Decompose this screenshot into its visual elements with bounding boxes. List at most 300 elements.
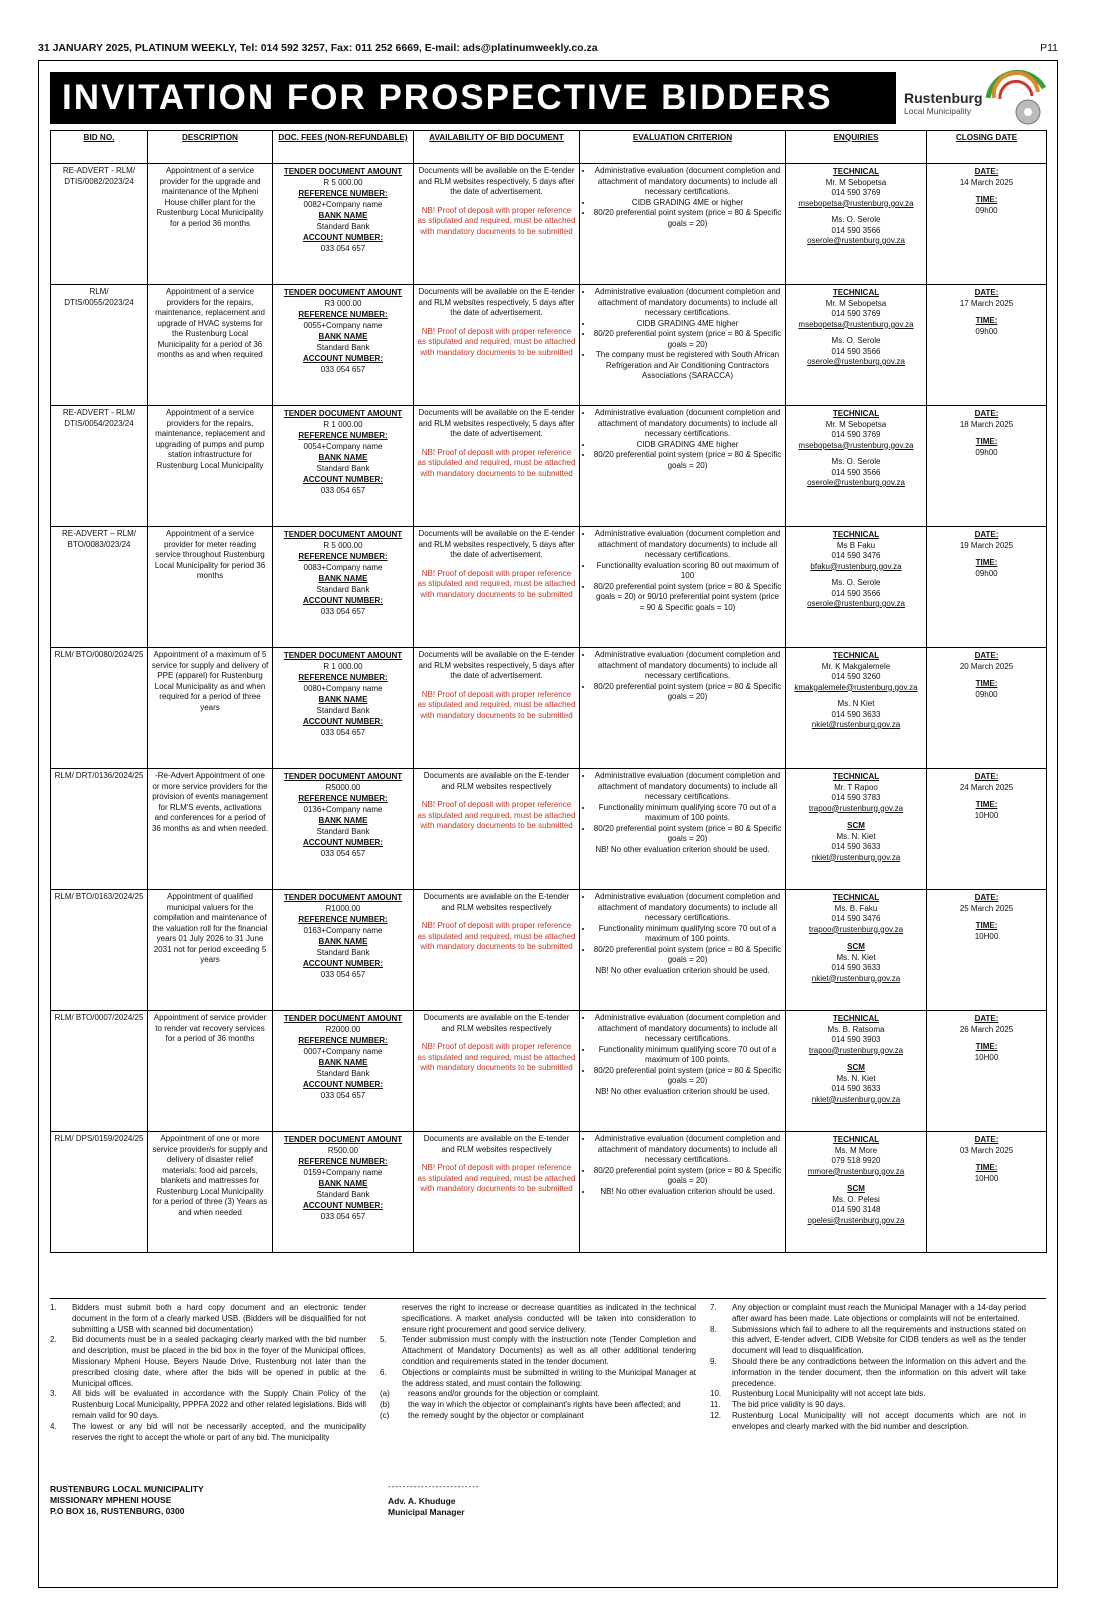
criteria-list: [583, 771, 782, 845]
notes-column-1: [50, 1303, 366, 1443]
notes-column-3: [710, 1303, 1026, 1433]
closing-time: 10H00: [974, 810, 999, 820]
page-number: P11: [1040, 42, 1058, 54]
criteria-list: [583, 1134, 782, 1197]
cell-bid-no: RLM/ BTO/0007/2024/25: [51, 1011, 148, 1132]
org-building: MISSIONARY MPHENI HOUSE: [50, 1495, 172, 1505]
criterion-item: • 80/20 preferential point system (price = 80 & Specific goals = 20): [593, 1066, 782, 1087]
enquiry-phone: 014 590 3260: [831, 672, 881, 681]
reference-value: 0159+Company name: [303, 1167, 383, 1177]
enquiry-technical-label: TECHNICAL: [832, 530, 880, 539]
account-value: 033 054 657: [320, 606, 366, 616]
enquiry-name: Mr. M Sebopetsa: [825, 298, 887, 308]
spacer: [930, 188, 1043, 194]
criterion-item: • CIDB GRADING 4ME or higher: [593, 198, 782, 209]
date-label: DATE:: [974, 1135, 999, 1144]
reference-label: REFERENCE NUMBER:: [298, 1036, 388, 1045]
enquiry-email-link-2[interactable]: oserole@rustenburg.gov.za: [807, 357, 905, 366]
enquiry-phone-2: 014 590 3566: [831, 346, 881, 356]
closing-date: 17 March 2025: [959, 298, 1014, 308]
cell-availability: [414, 1011, 580, 1132]
deposit-notice: NB! Proof of deposit with proper reference as stipulated and required, must be attached with mandatory documents to be submitted: [417, 689, 576, 720]
col-bid-no: BID NO.: [51, 131, 148, 164]
deposit-notice: NB! Proof of deposit with proper reference as stipulated and required, must be attached with mandatory documents to be submitted: [417, 326, 576, 357]
account-label: ACCOUNT NUMBER:: [303, 1201, 383, 1210]
note-item: [710, 1389, 1026, 1400]
cell-closing: [927, 285, 1047, 406]
enquiry-email-link-2[interactable]: oserole@rustenburg.gov.za: [807, 236, 905, 245]
tender-amount-label: TENDER DOCUMENT AMOUNT: [283, 288, 403, 297]
cell-enquiries: [786, 164, 927, 285]
masthead-text: 31 JANUARY 2025, PLATINUM WEEKLY, Tel: 014 592 3257, Fax: 011 252 6669, E-mail: ads@platinumweekly.co.za: [38, 42, 598, 54]
tender-amount-label: TENDER DOCUMENT AMOUNT: [283, 1014, 403, 1023]
deposit-notice: NB! Proof of deposit with proper reference as stipulated and required, must be attached with mandatory documents to be submitted: [417, 205, 576, 236]
note-text: Tender submission must comply with the instruction note (Tender Completion and Attachment of Mandatory Documents) as well as all other additional tendering condition and requirements stated in the tender document.: [402, 1335, 696, 1366]
enquiry-phone-2: 014 590 3633: [831, 709, 881, 719]
criteria-note: NB! No other evaluation criterion should be used.: [595, 1086, 770, 1096]
enquiry-scm-label: SCM: [847, 1063, 865, 1072]
bank-label: BANK NAME: [318, 937, 368, 946]
enquiry-email-link[interactable]: bfaku@rustenburg.gov.za: [810, 561, 902, 571]
enquiry-email-link[interactable]: trapoo@rustenburg.gov.za: [808, 1045, 904, 1055]
reference-value: 0007+Company name: [303, 1046, 383, 1056]
note-text: Should there be any contradictions between the information on this advert and the information in the tender document, then the information on this advert will take precedence.: [732, 1356, 1026, 1388]
account-value: 033 054 657: [320, 364, 366, 374]
bank-value: Standard Bank: [316, 947, 370, 957]
date-label: DATE:: [974, 288, 999, 297]
cell-enquiries: [786, 527, 927, 648]
enquiry-phone-2: 014 590 3566: [831, 225, 881, 235]
note-item: [710, 1400, 1026, 1411]
note-number: 10.: [710, 1389, 722, 1399]
enquiry-phone: 014 590 3769: [831, 309, 881, 318]
note-text: Rustenburg Local Municipality will not accept documents which are not in envelopes and clearly marked with the bid number and description.: [732, 1410, 1026, 1431]
note-number: 9.: [710, 1356, 717, 1366]
note-number: 8.: [710, 1324, 717, 1334]
cell-bid-no: RE-ADVERT – RLM/ BTO/0083/023/24: [51, 527, 148, 648]
table-row: [51, 890, 1047, 1011]
cell-availability: [414, 648, 580, 769]
spacer: [930, 793, 1043, 799]
enquiry-name-2: Ms. O. Serole: [831, 215, 881, 224]
tender-amount-label: TENDER DOCUMENT AMOUNT: [283, 530, 403, 539]
org-name: RUSTENBURG LOCAL MUNICIPALITY: [50, 1484, 204, 1494]
reference-value: 0083+Company name: [303, 562, 383, 572]
signatory-title: Municipal Manager: [388, 1507, 465, 1517]
note-item: [50, 1389, 366, 1421]
enquiry-phone: 014 590 3783: [831, 793, 881, 802]
enquiry-name-2: Ms. O. Serole: [831, 457, 881, 466]
note-text: the way in which the objector or complainant's rights have been affected; and: [408, 1400, 681, 1410]
criteria-list: [583, 166, 782, 229]
reference-value: 0082+Company name: [303, 199, 383, 209]
notes-column-2: [380, 1303, 696, 1422]
spacer: [930, 914, 1043, 920]
note-item: [380, 1368, 696, 1390]
closing-time: 09h00: [975, 568, 998, 578]
note-text: Bidders must submit both a hard copy document and an electronic tender document in the form of a clearly marked USB. (Bidders will be disqualified for not submitting a USB with scanned bid documentation): [72, 1303, 366, 1334]
tender-amount: R500.00: [327, 1145, 359, 1155]
signature-line: -------------------------: [388, 1482, 480, 1491]
table-row: [51, 164, 1047, 285]
enquiry-email-link-2[interactable]: nkiet@rustenburg.gov.za: [811, 720, 901, 729]
municipality-logo: [904, 68, 1054, 132]
closing-time: 10H00: [974, 1173, 999, 1183]
account-label: ACCOUNT NUMBER:: [303, 475, 383, 484]
cell-bid-no: RLM/ DRT/0136/2024/25: [51, 769, 148, 890]
cell-doc-fees: [273, 164, 414, 285]
notes-intro: reserves the right to increase or decrease quantities as indicated in the technical specifications. A market analysis conducted will be taken into consideration to ensure right procurement and good service delivery.: [402, 1303, 696, 1334]
cell-doc-fees: [273, 890, 414, 1011]
tender-amount-label: TENDER DOCUMENT AMOUNT: [283, 167, 403, 176]
enquiry-name: Mr. T Rapoo: [834, 782, 878, 792]
note-item: [710, 1325, 1026, 1357]
criterion-item: • 80/20 preferential point system (price = 80 & Specific goals = 20): [593, 824, 782, 845]
enquiry-scm-label: SCM: [847, 1184, 865, 1193]
closing-date: 19 March 2025: [959, 540, 1014, 550]
col-doc-fees: DOC. FEES (NON-REFUNDABLE): [273, 131, 414, 164]
cell-enquiries: [786, 1011, 927, 1132]
cell-closing: [927, 1011, 1047, 1132]
bank-label: BANK NAME: [318, 816, 368, 825]
bank-label: BANK NAME: [318, 1058, 368, 1067]
tender-amount: R 1 000.00: [323, 419, 363, 429]
bank-value: Standard Bank: [316, 584, 370, 594]
criterion-item: • 80/20 preferential point system (price = 80 & Specific goals = 20): [593, 945, 782, 966]
note-text: Bid documents must be in a sealed packaging clearly marked with the bid number and description, must be placed in the bid box in the foyer of the Municipal offices, Missionary Mpheni House, Beyers Naude Drive, Rustenburg not later than the prescribed closing date, where after the bids will be opened in public at the Municipal offices.: [72, 1335, 366, 1388]
account-label: ACCOUNT NUMBER:: [303, 717, 383, 726]
enquiry-email-link-2[interactable]: nkiet@rustenburg.gov.za: [811, 973, 901, 983]
note-number: 12.: [710, 1410, 722, 1420]
cell-evaluation: [580, 527, 786, 648]
enquiry-name-2: Ms. O. Serole: [831, 578, 881, 587]
cell-evaluation: [580, 406, 786, 527]
spacer: [930, 1035, 1043, 1041]
enquiry-phone: 014 590 3476: [831, 914, 881, 923]
cell-closing: [927, 769, 1047, 890]
enquiry-phone-2: 014 590 3633: [831, 963, 881, 972]
masthead: [38, 42, 1058, 58]
col-availability: AVAILABILITY OF BID DOCUMENT: [414, 131, 580, 164]
cell-description: Appointment of a service provider for the upgrade and maintenance of the Mpheni House chiller plant for the Rustenburg Local Municipality for a period 36 months: [148, 164, 273, 285]
bank-label: BANK NAME: [318, 695, 368, 704]
closing-time: 10H00: [974, 1052, 999, 1062]
closing-time: 09h00: [975, 689, 998, 699]
closing-date: 03 March 2025: [959, 1145, 1014, 1155]
reference-label: REFERENCE NUMBER:: [298, 794, 388, 803]
note-number: 3.: [50, 1389, 57, 1399]
enquiry-email-link[interactable]: trapoo@rustenburg.gov.za: [808, 803, 904, 813]
criterion-item: • 80/20 preferential point system (price = 80 & Specific goals = 20): [593, 1166, 782, 1187]
enquiry-scm-label: SCM: [847, 821, 865, 830]
enquiry-email-link[interactable]: msebopetsa@rustenburg.gov.za: [798, 198, 914, 208]
criterion-item: • Functionality minimum qualifying score 70 out of a maximum of 100 points.: [593, 924, 782, 945]
closing-time: 09h00: [975, 447, 998, 457]
cell-evaluation: [580, 890, 786, 1011]
bank-value: Standard Bank: [316, 463, 370, 473]
note-text: reasons and/or grounds for the objection or complaint.: [408, 1389, 600, 1399]
cell-bid-no: RE-ADVERT - RLM/ DTIS/0082/2023/24: [51, 164, 148, 285]
reference-label: REFERENCE NUMBER:: [298, 673, 388, 682]
logo-name: Rustenburg: [904, 90, 983, 106]
cell-description: Appointment of a service provider for meter reading service throughout Rustenburg Local Municipality for period 36 months: [148, 527, 273, 648]
criterion-item: • Administrative evaluation (document completion and attachment of mandatory documents) to include all necessary certifications.: [593, 771, 782, 803]
enquiry-email-link-2[interactable]: nkiet@rustenburg.gov.za: [811, 852, 901, 862]
time-label: TIME:: [975, 558, 998, 567]
availability-text: Documents are available on the E-tender and RLM websites respectively: [423, 771, 570, 791]
account-label: ACCOUNT NUMBER:: [303, 596, 383, 605]
cell-evaluation: [580, 164, 786, 285]
cell-closing: [927, 406, 1047, 527]
criteria-list: [583, 892, 782, 966]
enquiry-phone-2: 014 590 3566: [831, 588, 881, 598]
spacer: [789, 1056, 923, 1062]
bank-value: Standard Bank: [316, 826, 370, 836]
criterion-item: • Administrative evaluation (document completion and attachment of mandatory documents) to include all necessary certifications.: [593, 1013, 782, 1045]
enquiry-email-link-2[interactable]: nkiet@rustenburg.gov.za: [811, 1094, 901, 1104]
enquiry-name: Mr. M Sebopetsa: [825, 177, 887, 187]
tender-amount-label: TENDER DOCUMENT AMOUNT: [283, 1135, 403, 1144]
cell-closing: [927, 1132, 1047, 1253]
enquiry-email-link-2[interactable]: opelesi@rustenburg.gov.za: [807, 1215, 905, 1225]
cell-availability: [414, 527, 580, 648]
spacer: [930, 430, 1043, 436]
closing-time: 09h00: [975, 326, 998, 336]
cell-doc-fees: [273, 1011, 414, 1132]
tender-amount: R3 000.00: [324, 298, 362, 308]
cell-description: Appointment of qualified municipal valuers for the compilation and maintenance of the valuation roll for the financial years 01 July 2026 to 31 June 2031 not for period exceeding 5 years: [148, 890, 273, 1011]
signatory-name: Adv. A. Khuduge: [388, 1496, 456, 1506]
criterion-item: • 80/20 preferential point system (price = 80 & Specific goals = 20): [593, 450, 782, 471]
cell-availability: [414, 1132, 580, 1253]
date-label: DATE:: [974, 893, 999, 902]
spacer: [930, 551, 1043, 557]
note-number: 1.: [50, 1303, 57, 1312]
reference-value: 0080+Company name: [303, 683, 383, 693]
criterion-item: • Functionality minimum qualifying score 70 out of a maximum of 100 points.: [593, 1045, 782, 1066]
date-label: DATE:: [974, 530, 999, 539]
account-value: 033 054 657: [320, 848, 366, 858]
deposit-notice: NB! Proof of deposit with proper reference as stipulated and required, must be attached with mandatory documents to be submitted: [417, 921, 576, 951]
note-item: [50, 1335, 366, 1389]
note-item: [710, 1357, 1026, 1389]
criteria-note: NB! No other evaluation criterion should be used.: [595, 844, 770, 854]
deposit-notice: NB! Proof of deposit with proper reference as stipulated and required, must be attached with mandatory documents to be submitted: [417, 1163, 576, 1193]
tender-amount: R5000.00: [325, 782, 361, 792]
time-label: TIME:: [975, 921, 998, 930]
date-label: DATE:: [974, 1014, 999, 1023]
enquiry-email-link[interactable]: msebopetsa@rustenburg.gov.za: [798, 440, 914, 450]
cell-availability: [414, 285, 580, 406]
reference-label: REFERENCE NUMBER:: [298, 552, 388, 561]
enquiry-name: Ms. B. Ratsoma: [827, 1024, 885, 1034]
enquiry-email-link[interactable]: kmakgalemele@rustenburg.gov.za: [794, 682, 918, 692]
account-label: ACCOUNT NUMBER:: [303, 354, 383, 363]
bank-label: BANK NAME: [318, 211, 368, 220]
closing-time: 09h00: [975, 205, 998, 215]
cell-doc-fees: [273, 406, 414, 527]
tender-amount-label: TENDER DOCUMENT AMOUNT: [283, 651, 403, 660]
criterion-item: • Functionality evaluation scoring 80 out maximum of 100: [593, 561, 782, 582]
col-closing-date: CLOSING DATE: [927, 131, 1047, 164]
criterion-item: • 80/20 preferential point system (price = 80 & Specific goals = 20): [593, 208, 782, 229]
tender-amount-label: TENDER DOCUMENT AMOUNT: [283, 893, 403, 902]
cell-bid-no: RLM/ BTO/0080/2024/25: [51, 648, 148, 769]
time-label: TIME:: [975, 195, 998, 204]
cell-description: Appointment of a service providers for the repairs, maintenance, replacement and upgrading of pumps and pump station infrastructure for Rustenburg Local Municipality: [148, 406, 273, 527]
criterion-item: • Administrative evaluation (document completion and attachment of mandatory documents) to include all necessary certifications.: [593, 650, 782, 682]
enquiry-technical-label: TECHNICAL: [832, 409, 880, 418]
account-value: 033 054 657: [320, 485, 366, 495]
cell-description: Appointment of one or more service provider/s for supply and delivery of disaster relief materials: food aid parcels, blankets and mattresses for Rustenburg Local Municipality for a period of three (3) Years as and when needed: [148, 1132, 273, 1253]
account-value: 033 054 657: [320, 1090, 366, 1100]
cell-evaluation: [580, 648, 786, 769]
table-row: [51, 648, 1047, 769]
criterion-item: • Administrative evaluation (document completion and attachment of mandatory documents) to include all necessary certifications.: [593, 408, 782, 440]
date-label: DATE:: [974, 772, 999, 781]
availability-text: Documents are available on the E-tender and RLM websites respectively: [423, 1134, 570, 1154]
municipality-address: [50, 1484, 204, 1517]
note-item: [380, 1335, 696, 1367]
date-label: DATE:: [974, 651, 999, 660]
cell-doc-fees: [273, 527, 414, 648]
enquiry-name: Ms. M More: [834, 1145, 878, 1155]
bank-value: Standard Bank: [316, 342, 370, 352]
bids-table: [50, 130, 1047, 1253]
criterion-item: • Administrative evaluation (document completion and attachment of mandatory documents) to include all necessary certifications.: [593, 166, 782, 198]
account-value: 033 054 657: [320, 727, 366, 737]
availability-text: Documents will be available on the E-tender and RLM websites respectively, 5 days after the date of advertisement.: [418, 287, 575, 317]
deposit-notice: NB! Proof of deposit with proper reference as stipulated and required, must be attached with mandatory documents to be submitted: [417, 1042, 576, 1072]
closing-date: 25 March 2025: [959, 903, 1014, 913]
account-label: ACCOUNT NUMBER:: [303, 233, 383, 242]
reference-label: REFERENCE NUMBER:: [298, 310, 388, 319]
note-number: 6.: [380, 1367, 387, 1377]
cell-enquiries: [786, 648, 927, 769]
closing-date: 20 March 2025: [959, 661, 1014, 671]
criterion-item: • 80/20 preferential point system (price = 80 & Specific goals = 20): [593, 329, 782, 350]
enquiry-technical-label: TECHNICAL: [832, 651, 880, 660]
enquiry-phone: 079 518 9920: [831, 1156, 881, 1165]
cell-doc-fees: [273, 285, 414, 406]
note-item: [380, 1400, 696, 1411]
enquiry-name-2: Ms. N. Kiet: [836, 1073, 876, 1083]
note-item: [710, 1411, 1026, 1433]
cell-enquiries: [786, 406, 927, 527]
note-text: the remedy sought by the objector or complainant: [408, 1410, 584, 1420]
time-label: TIME:: [975, 316, 998, 325]
enquiry-email-link[interactable]: mmore@rustenburg.gov.za: [807, 1166, 905, 1176]
col-description: DESCRIPTION: [148, 131, 273, 164]
availability-text: Documents will be available on the E-tender and RLM websites respectively, 5 days after the date of advertisement.: [418, 166, 575, 196]
cell-availability: [414, 406, 580, 527]
reference-value: 0055+Company name: [303, 320, 383, 330]
cell-doc-fees: [273, 1132, 414, 1253]
account-value: 033 054 657: [320, 1211, 366, 1221]
enquiry-email-link[interactable]: msebopetsa@rustenburg.gov.za: [798, 319, 914, 329]
enquiry-phone-2: 014 590 3148: [831, 1205, 881, 1214]
cell-evaluation: [580, 1011, 786, 1132]
note-number: (a): [380, 1389, 390, 1399]
enquiry-name: Mr. M Sebopetsa: [825, 419, 887, 429]
bank-label: BANK NAME: [318, 1179, 368, 1188]
cell-availability: [414, 164, 580, 285]
enquiry-name-2: Ms. N. Kiet: [836, 952, 876, 962]
criterion-item: • NB! No other evaluation criterion should be used.: [593, 1187, 782, 1198]
conditions-notes: [50, 1298, 1046, 1479]
criteria-list: [583, 287, 782, 382]
enquiry-name: Ms B Faku: [836, 540, 876, 550]
closing-date: 24 March 2025: [959, 782, 1014, 792]
table-row: [51, 769, 1047, 890]
note-item: [710, 1303, 1026, 1325]
bank-label: BANK NAME: [318, 574, 368, 583]
tender-amount: R 5 000.00: [323, 177, 363, 187]
bank-label: BANK NAME: [318, 332, 368, 341]
cell-enquiries: [786, 285, 927, 406]
cell-bid-no: RLM/ DTIS/0055/2023/24: [51, 285, 148, 406]
enquiry-name-2: Ms. N. Kiet: [836, 831, 876, 841]
deposit-notice: NB! Proof of deposit with proper reference as stipulated and required, must be attached with mandatory documents to be submitted: [417, 447, 576, 478]
enquiry-technical-label: TECHNICAL: [832, 893, 880, 902]
cell-description: Appointment of a service providers for the repairs, maintenance, replacement and upgrade of HVAC systems for the Rustenburg Local Municipality for a period of 36 months as and when required: [148, 285, 273, 406]
deposit-notice: NB! Proof of deposit with proper reference as stipulated and required, must be attached with mandatory documents to be submitted: [417, 568, 576, 599]
enquiry-technical-label: TECHNICAL: [832, 772, 880, 781]
spacer: [930, 672, 1043, 678]
enquiry-name-2: Ms. N Kiet: [837, 699, 875, 708]
cell-description: Appointment of a maximum of 5 service for supply and delivery of PPE (apparel) for Rustenburg Local Municipality as and when required for a period of three years: [148, 648, 273, 769]
cell-availability: [414, 890, 580, 1011]
enquiry-technical-label: TECHNICAL: [832, 1135, 880, 1144]
note-text: All bids will be evaluated in accordance with the Supply Chain Policy of the Rustenburg Local Municipality, PPPFA 2022 and other related legislations. Bids will remain valid for 90 days.: [72, 1389, 366, 1420]
cell-bid-no: RLM/ BTO/0163/2024/25: [51, 890, 148, 1011]
table-row: [51, 1011, 1047, 1132]
tender-amount: R 1 000.00: [323, 661, 363, 671]
enquiry-email-link[interactable]: trapoo@rustenburg.gov.za: [808, 924, 904, 934]
criterion-item: • CIDB GRADING 4ME higher: [593, 319, 782, 330]
enquiry-scm-label: SCM: [847, 942, 865, 951]
enquiry-email-link-2[interactable]: oserole@rustenburg.gov.za: [807, 478, 905, 487]
criterion-item: • Administrative evaluation (document completion and attachment of mandatory documents) to include all necessary certifications.: [593, 287, 782, 319]
enquiry-name-2: Ms. O. Serole: [831, 336, 881, 345]
enquiry-name: Mr. K Makgalemele: [821, 661, 891, 671]
criterion-item: • Administrative evaluation (document completion and attachment of mandatory documents) to include all necessary certifications.: [593, 529, 782, 561]
note-text: Submissions which fail to adhere to all the requirements and instructions stated on this advert, E-tender advert, CIDB Website for CIDB tenders as well as the tender document will lead to disqualification.: [732, 1324, 1026, 1356]
cell-enquiries: [786, 1132, 927, 1253]
criteria-list: [583, 1013, 782, 1087]
note-item: [50, 1422, 366, 1444]
account-label: ACCOUNT NUMBER:: [303, 838, 383, 847]
criteria-note: NB! No other evaluation criterion should be used.: [595, 965, 770, 975]
tender-amount: R2000.00: [325, 1024, 361, 1034]
note-number: 7.: [710, 1303, 717, 1312]
account-label: ACCOUNT NUMBER:: [303, 1080, 383, 1089]
deposit-notice: NB! Proof of deposit with proper reference as stipulated and required, must be attached with mandatory documents to be submitted: [417, 800, 576, 830]
cell-doc-fees: [273, 769, 414, 890]
criteria-list: [583, 408, 782, 471]
enquiry-email-link-2[interactable]: oserole@rustenburg.gov.za: [807, 599, 905, 608]
time-label: TIME:: [975, 1163, 998, 1172]
spacer: [930, 309, 1043, 315]
time-label: TIME:: [975, 1042, 998, 1051]
enquiry-phone: 014 590 3476: [831, 551, 881, 560]
logo-subtitle: Local Municipality: [904, 106, 972, 116]
cell-description: Appointment of service provider to render vat recovery services for a period of 36 months: [148, 1011, 273, 1132]
enquiry-phone-2: 014 590 3633: [831, 842, 881, 851]
note-number: 11.: [710, 1400, 721, 1410]
availability-text: Documents are available on the E-tender and RLM websites respectively: [423, 892, 570, 912]
table-header-row: [51, 131, 1047, 164]
